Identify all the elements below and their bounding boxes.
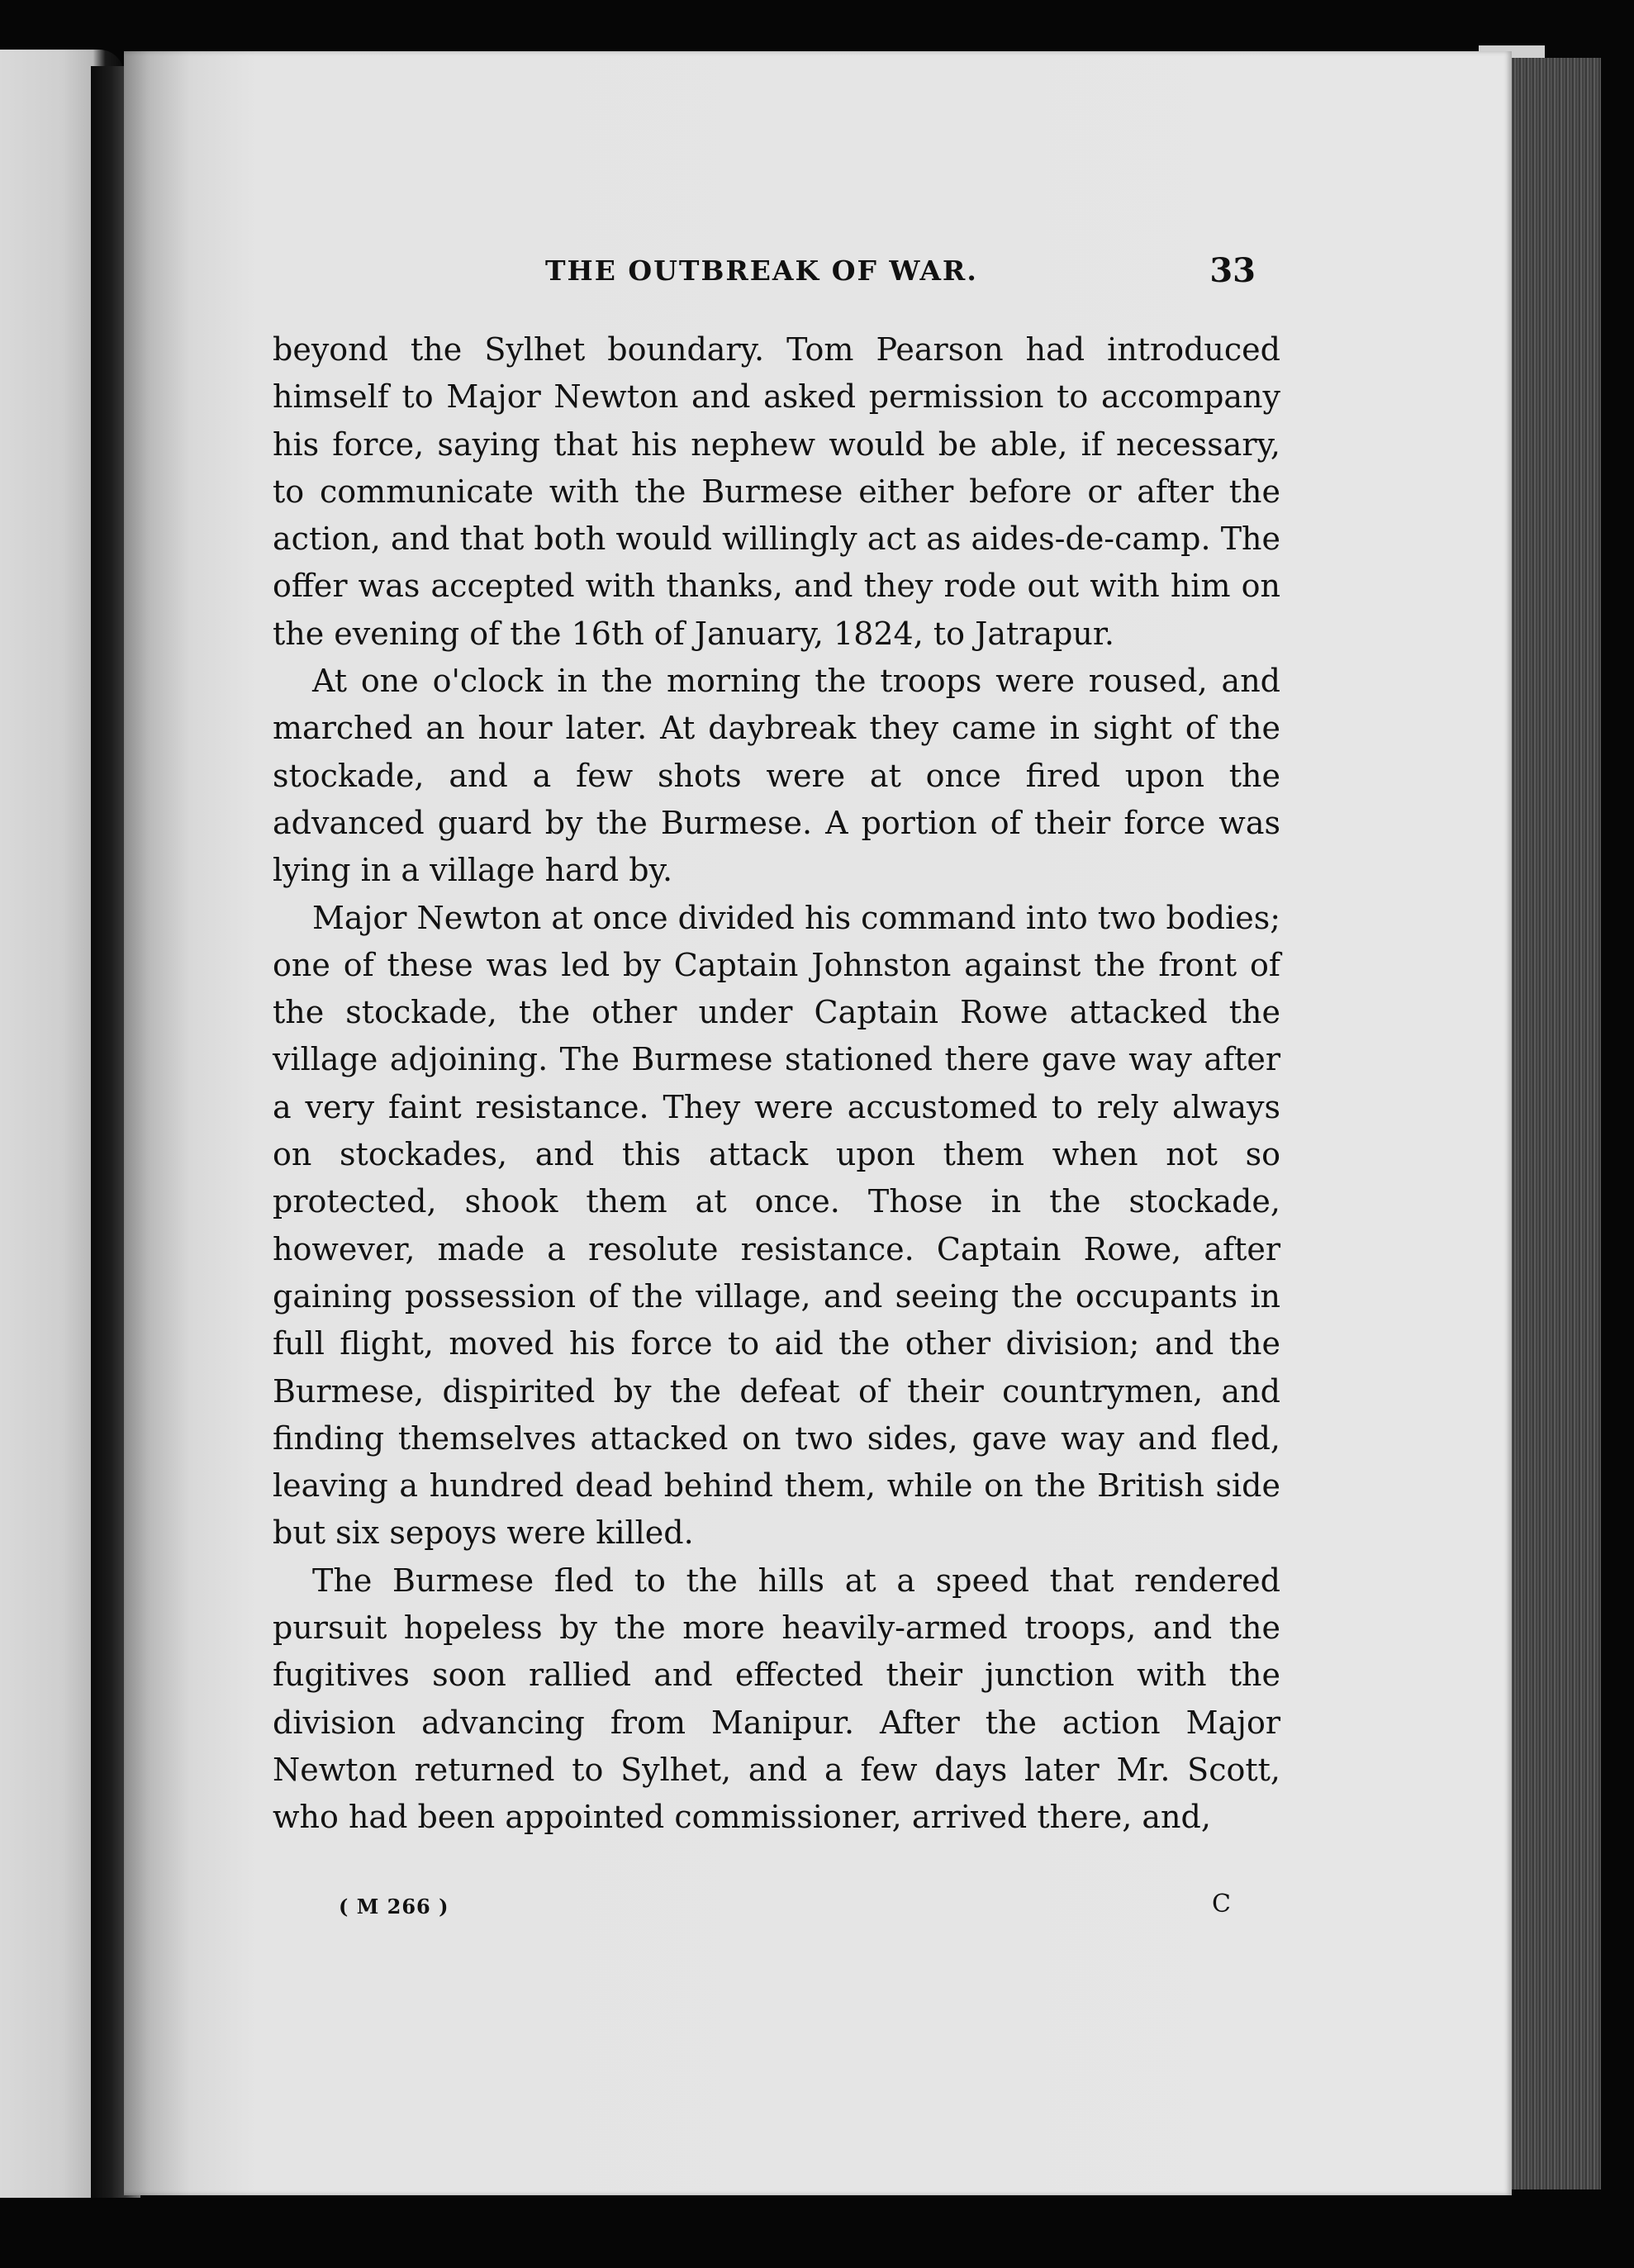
signature-mark: ( M 266 ): [339, 1895, 449, 1919]
running-title: THE OUTBREAK OF WAR.: [545, 254, 978, 287]
page-stack-edge: [1510, 58, 1601, 2190]
paragraph-2: At one o'clock in the morning the troops were roused, and marched an hour later. At daybreak they came in sight of the stockade, and a few shots were at once fired upon the advanced guard by the Burmese. A portion of their force was lying in a village hard by.: [273, 663, 1280, 889]
gathering-letter: C: [1212, 1890, 1231, 1919]
paragraph-1: beyond the Sylhet boundary. Tom Pearson had introduced himself to Major Newton and asked permission to accompany his force, saying that his nephew would be able, if necessary, to communicate with the Burmese either before or after the action, and that both would willingly act as aides-de-camp. The offer was accepted with thanks, and they rode out with him on the evening of the 16th of January, 1824, to Jatrapur.: [273, 331, 1280, 652]
paragraph-3: Major Newton at once divided his command into two bodies; one of these was led by Captain Johnston against the front of the stockade, the other under Captain Rowe attacked the village adjoining. The Burmese stationed there gave way after a very faint resistance. They were accustomed to rely always on stockades, and this attack upon them when not so protected, shook them at once. Those in the stockade, however, made a resolute resistance. Captain Rowe, after gaining possession of the village, and seeing the occupants in full flight, moved his force to aid the other division; and the Burmese, dispirited by the defeat of their countrymen, and finding themselves attacked on two sides, gave way and fled, leaving a hundred dead behind them, while on the British side but six sepoys were killed.: [273, 899, 1281, 1552]
paragraph-4: The Burmese fled to the hills at a speed that rendered pursuit hopeless by the more heavily-armed troops, and the fugitives soon rallied and effected their junction with the division advancing from Manipur. After the action Major Newton returned to Sylhet, and a few days later Mr. Scott, who had been appointed commissioner, arrived there, and,: [273, 1562, 1280, 1836]
page-number: 33: [1209, 251, 1256, 290]
page-body: [273, 326, 1280, 1842]
page-footer: [273, 1890, 1231, 1928]
page-header: [273, 251, 1256, 291]
